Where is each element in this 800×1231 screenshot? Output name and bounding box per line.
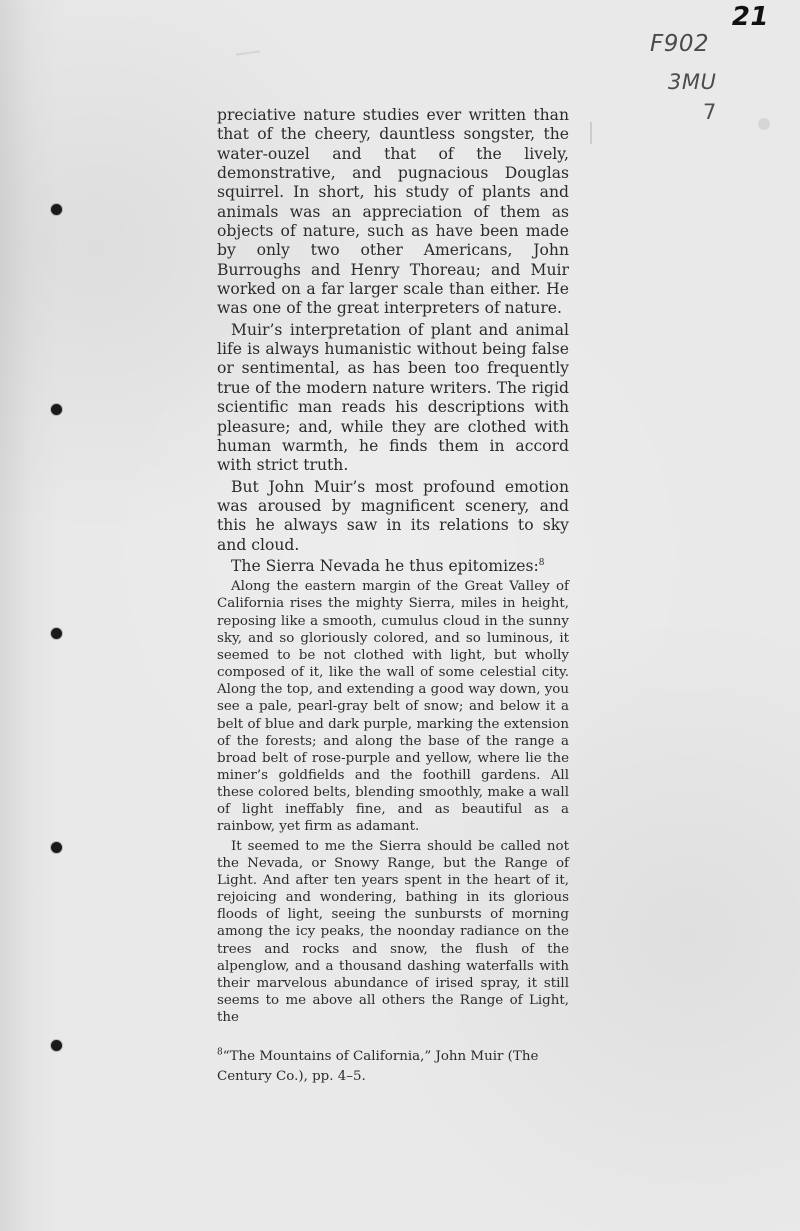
footnote-text: “The Mountains of California,” John Muir (The Century Co.), pp. 4–5.	[217, 1049, 539, 1084]
quotation-paragraph-2: It seemed to me the Sierra should be called not the Nevada, or Snowy Range, but the Range of Light. And after ten years spent in the heart of it, rejoicing and wondering, bathing in its glorious floods of light, seeing the sunbursts of morning among the icy peaks, the noonday radiance on the trees and rocks and snow, the flush of the alpenglow, and a thousand dashing waterfalls with their marvelous abundance of irised spray, it still seems to me above all others the Range of Light, the	[217, 838, 569, 1026]
quote-intro-text: The Sierra Nevada he thus epitomizes:	[231, 556, 539, 575]
quotation-paragraph-1: Along the eastern margin of the Great Valley of California rises the mighty Sierra, miles in height, reposing like a smooth, cumulus cloud in the sunny sky, and so gloriously colored, and so luminous, it seemed to be not clothed with light, but wholly composed of it, like the wall of some celestial city. Along the top, and extending a good way down, you see a pale, pearl-gray belt of snow; and below it a belt of blue and dark purple, marking the extension of the forests; and along the base of the range a broad belt of rose-purple and yellow, where lie the miner’s goldfields and the foothill gardens. All these colored belts, blending smoothly, make a wall of light ineffably fine, and as beautiful as a rainbow, yet firm as adamant.	[217, 579, 569, 835]
binder-hole-4	[51, 842, 62, 853]
handwritten-annotation-1: F902	[650, 31, 710, 57]
binder-hole-5	[51, 1040, 62, 1051]
footnote-number: 8	[217, 1047, 223, 1058]
body-paragraph-2: Muir’s interpretation of plant and animal life is always humanistic without being false or sentimental, as has been too frequently true of the modern nature writers. The rigid scientific man reads his descriptions with pleasure; and, while they are clothed with human warmth, he finds them in accord with strict truth.	[217, 320, 569, 475]
footnote	[217, 1047, 569, 1087]
binder-hole-1	[51, 204, 62, 215]
quote-intro	[217, 557, 569, 576]
handwritten-annotation-3: 7	[703, 100, 717, 124]
body-paragraph-1: preciative nature studies ever written than that of the cheery, dauntless songster, the water-ouzel and that of the lively, demonstrative, and pugnacious Douglas squirrel. In short, his study of plants and animals was an appreciation of them as objects of nature, such as have been made by only two other Americans, John Burroughs and Henry Thoreau; and Muir worked on a far larger scale than either. He was one of the great interpreters of nature.	[217, 106, 569, 318]
body-paragraph-3: But John Muir’s most profound emotion was aroused by magnificent scenery, and this he always saw in its relations to sky and cloud.	[217, 477, 569, 554]
footnote-marker: 8	[538, 557, 545, 568]
page-folio: 21	[731, 2, 769, 32]
binder-hole-3	[51, 628, 62, 639]
main-text-block	[217, 106, 569, 1026]
paper-mark	[236, 50, 260, 55]
binder-hole-2	[51, 404, 62, 415]
paper-spot	[758, 118, 770, 130]
margin-mark	[590, 122, 592, 144]
handwritten-annotation-2: 3MU	[668, 70, 717, 94]
